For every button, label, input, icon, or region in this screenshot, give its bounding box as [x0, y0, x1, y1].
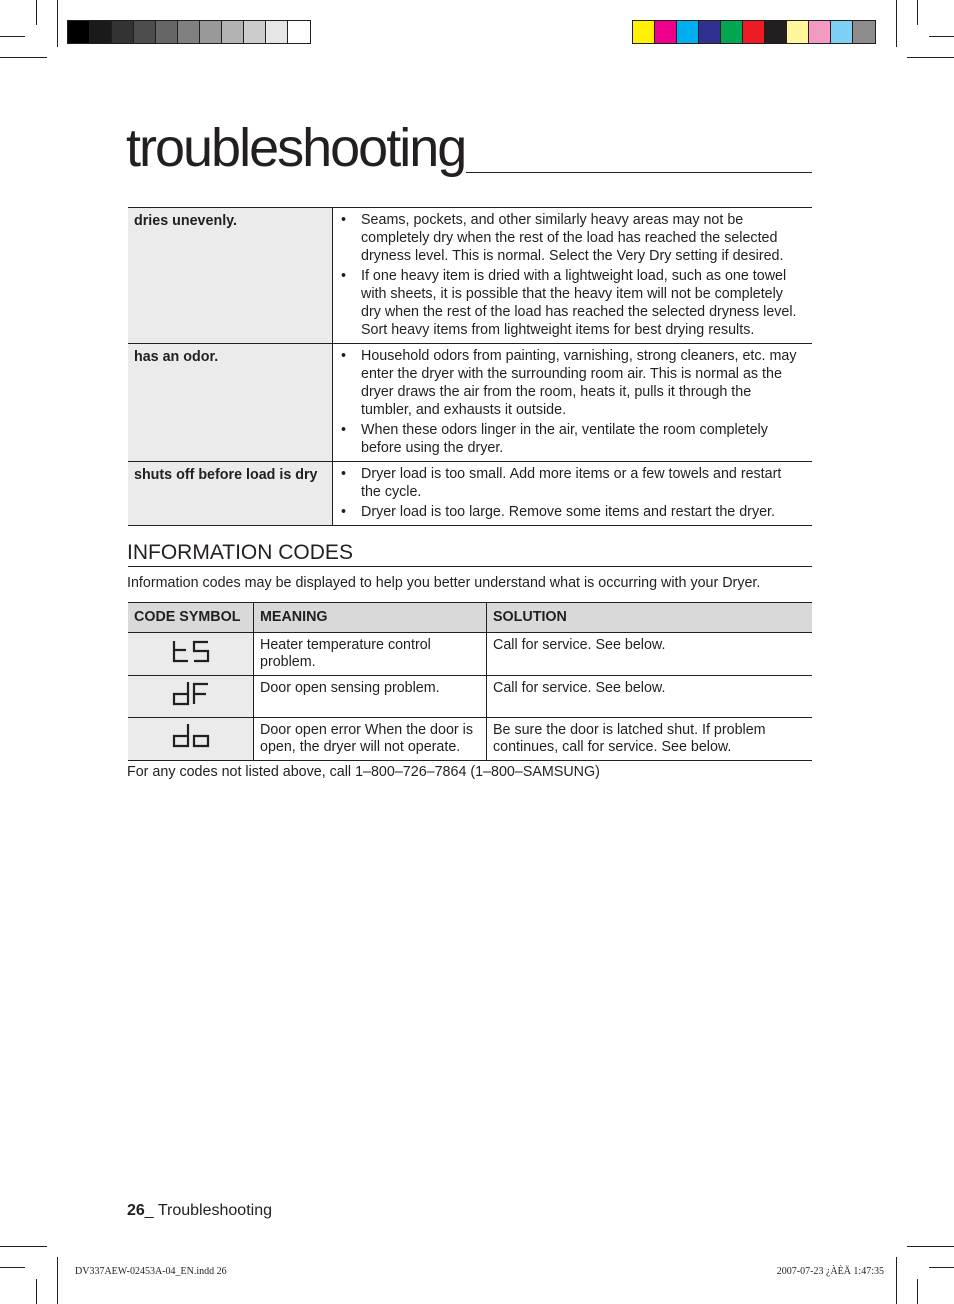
color-swatch [787, 21, 809, 43]
grayscale-color-bar [67, 20, 311, 44]
crop-mark [896, 0, 897, 47]
color-swatch [222, 21, 244, 43]
color-swatch [677, 21, 699, 43]
service-note: For any codes not listed above, call 1–800–726–7864 (1–800–SAMSUNG) [127, 764, 600, 780]
color-swatch [112, 21, 134, 43]
solution-cell [333, 462, 813, 526]
color-swatch [809, 21, 831, 43]
color-swatch [266, 21, 288, 43]
crop-mark [57, 1257, 58, 1304]
color-swatch [699, 21, 721, 43]
color-swatch [68, 21, 90, 43]
crop-mark [0, 1246, 47, 1247]
color-swatch [200, 21, 222, 43]
crop-mark [0, 36, 25, 37]
color-swatch [765, 21, 787, 43]
page-title: troubleshooting [126, 118, 466, 178]
table-header-row [128, 603, 812, 633]
code-symbol-icon [128, 676, 254, 718]
color-swatch [90, 21, 112, 43]
print-slug-date: 2007-07-23 ¿ÀÈÄ 1:47:35 [776, 1266, 884, 1277]
solution-cell: Be sure the door is latched shut. If problem continues, call for service. See below. [487, 718, 813, 761]
list-item [339, 503, 800, 521]
color-swatch [134, 21, 156, 43]
crop-mark [36, 1279, 37, 1304]
problem-cell: dries unevenly. [128, 208, 333, 344]
list-item [339, 421, 800, 457]
crop-mark [917, 1279, 918, 1304]
code-symbol-icon [128, 633, 254, 676]
section-heading: INFORMATION CODES [127, 541, 353, 564]
crop-mark [929, 1267, 954, 1268]
solution-cell: Call for service. See below. [487, 633, 813, 676]
table-row [128, 676, 812, 718]
crop-mark [57, 0, 58, 47]
cmyk-color-bar [632, 20, 876, 44]
color-swatch [721, 21, 743, 43]
list-item [339, 267, 800, 339]
bullet-icon: • [341, 504, 347, 520]
meaning-cell: Heater temperature control problem. [254, 633, 487, 676]
header-meaning: MEANING [254, 603, 487, 633]
header-solution: SOLUTION [487, 603, 813, 633]
table-row [128, 344, 812, 462]
bullet-icon: • [341, 268, 347, 284]
bullet-icon: • [341, 422, 347, 438]
page-number [127, 1202, 272, 1220]
information-codes-table [128, 602, 812, 761]
bullet-icon: • [341, 348, 347, 364]
problem-cell: shuts off before load is dry [128, 462, 333, 526]
crop-mark [907, 57, 954, 58]
meaning-cell: Door open error When the door is open, the dryer will not operate. [254, 718, 487, 761]
color-swatch [244, 21, 266, 43]
crop-mark [0, 1267, 25, 1268]
solution-cell [333, 208, 813, 344]
meaning-cell: Door open sensing problem. [254, 676, 487, 718]
crop-mark [917, 0, 918, 25]
list-item [339, 211, 800, 265]
color-swatch [156, 21, 178, 43]
page-number-label: _ Troubleshooting [144, 1202, 272, 1219]
solution-text: Dryer load is too small. Add more items or a few towels and restart the cycle. [361, 466, 782, 500]
solution-text: Household odors from painting, varnishing, strong cleaners, etc. may enter the dryer with the surrounding room air. This is normal as the dryer draws the air from the room, heats it, pulls it through the tumbler, and exhausts it outside. [361, 348, 797, 418]
solution-text: If one heavy item is dried with a lightweight load, such as one towel with sheets, it is possible that the heavy item will not be completely dry when the rest of the load has reached the selected dryness level. Sort heavy items from lightweight items for best drying results. [361, 268, 797, 338]
solution-text: Dryer load is too large. Remove some items and restart the dryer. [361, 504, 775, 520]
solution-cell [333, 344, 813, 462]
header-code-symbol: CODE SYMBOL [128, 603, 254, 633]
color-swatch [853, 21, 875, 43]
bullet-icon: • [341, 466, 347, 482]
troubleshooting-table [128, 207, 812, 526]
table-row [128, 462, 812, 526]
bullet-icon: • [341, 212, 347, 228]
problem-cell: has an odor. [128, 344, 333, 462]
section-intro: Information codes may be displayed to help you better understand what is occurring with your Dryer. [127, 575, 761, 591]
code-symbol-icon [128, 718, 254, 761]
crop-mark [36, 0, 37, 25]
color-swatch [743, 21, 765, 43]
table-row [128, 633, 812, 676]
title-rule [466, 172, 812, 173]
color-swatch [831, 21, 853, 43]
color-swatch [288, 21, 310, 43]
section-rule [128, 566, 812, 567]
crop-mark [907, 1246, 954, 1247]
color-swatch [633, 21, 655, 43]
solution-cell: Call for service. See below. [487, 676, 813, 718]
list-item [339, 465, 800, 501]
table-row [128, 208, 812, 344]
color-swatch [655, 21, 677, 43]
print-slug-file: DV337AEW-02453A-04_EN.indd 26 [75, 1266, 227, 1277]
page-number-value: 26 [127, 1202, 145, 1219]
solution-text: Seams, pockets, and other similarly heavy areas may not be completely dry when the rest of the load has reached the selected dryness level. This is normal. Select the Very Dry setting if desired. [361, 212, 784, 264]
crop-mark [896, 1257, 897, 1304]
list-item [339, 347, 800, 419]
color-swatch [178, 21, 200, 43]
table-row [128, 718, 812, 761]
crop-mark [0, 57, 47, 58]
crop-mark [929, 36, 954, 37]
solution-text: When these odors linger in the air, ventilate the room completely before using the dryer. [361, 422, 768, 456]
